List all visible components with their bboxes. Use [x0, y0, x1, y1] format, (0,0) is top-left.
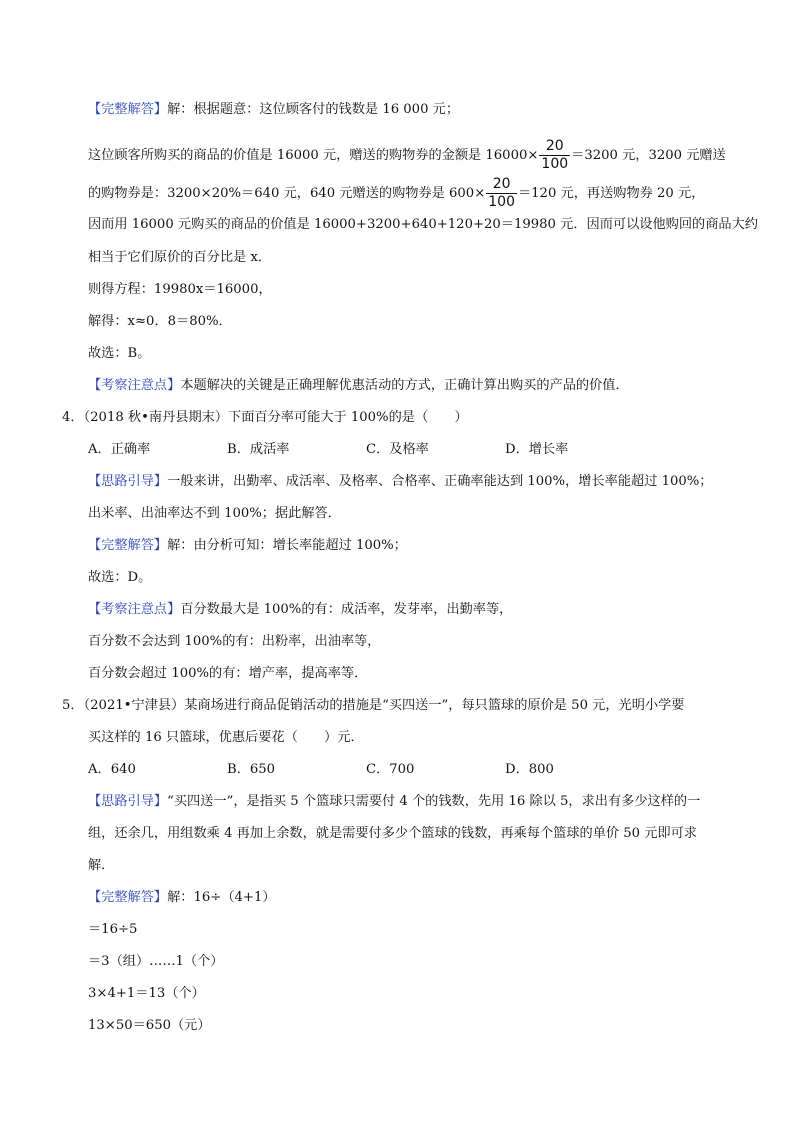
q5-hint-line-2: 组，还余几，用组数乘 4 再加上余数，就是需要付多少个篮球的钱数，再乘每个篮球的单价 50 元即可求 [88, 826, 697, 841]
note-tag: 【考察注意点】 [88, 602, 181, 617]
prev-solution-line-3 [88, 176, 704, 211]
solution-tag: 【完整解答】 [88, 538, 168, 553]
prev-solution-line-1 [88, 101, 459, 119]
q5-step-3: 3×4+1＝13（个） [88, 986, 205, 1001]
q5-step-4: 13×50＝650（元） [88, 1018, 211, 1033]
solution-tag: 【完整解答】 [88, 890, 168, 905]
q5-hint-line-3: 解． [88, 858, 115, 873]
q4-stem: 4．（2018 秋•南丹县期末）下面百分率可能大于 100%的是（ ） [62, 410, 468, 425]
hint-text: 一般来讲，出勤率、成活率、及格率、合格率、正确率能达到 100%，增长率能超过 100%； [167, 474, 713, 489]
note-tag: 【考察注意点】 [88, 378, 181, 393]
prev-solution-line-6: 则得方程：19980x＝16000， [88, 282, 272, 297]
fraction [486, 176, 517, 211]
q5-solution [88, 889, 276, 907]
q5-hint-line-1 [88, 793, 700, 811]
prev-solution-line-2 [88, 138, 726, 173]
q4-note-line-3: 百分数会超过 100%的有：增产率，提高率等． [88, 666, 368, 681]
q5-stem-line-2: 买这样的 16 只篮球，优惠后要花（ ）元． [88, 730, 364, 745]
note-text: 百分数最大是 100%的有：成活率，发芽率，出勤率等， [180, 602, 513, 617]
q4-solution [88, 537, 407, 555]
prev-solution-note [88, 377, 629, 395]
q5-option-a: A．640 [88, 762, 136, 777]
prev-solution-line-5: 相当于它们原价的百分比是 x． [88, 250, 272, 265]
solution-text: 解：由分析可知：增长率能超过 100%； [167, 538, 407, 553]
solution-text: ＝3200 元，3200 元赠送 [571, 148, 726, 163]
q5-option-d: D．800 [505, 762, 554, 777]
q5-step-2: ＝3（组）……1（个） [88, 954, 224, 969]
q4-note-line-2: 百分数不会达到 100%的有：出粉率，出油率等， [88, 634, 381, 649]
q5-option-b: B．650 [227, 762, 276, 777]
hint-tag: 【思路引导】 [88, 474, 168, 489]
q5-options [88, 761, 554, 779]
fraction-numerator: 20 [486, 176, 517, 194]
q4-option-b: B．成活率 [227, 442, 290, 457]
q4-option-a: A．正确率 [88, 442, 151, 457]
solution-text: ＝120 元，再送购物券 20 元， [517, 186, 705, 201]
solution-text: 这位顾客所购买的商品的价值是 16000 元，赠送的购物券的金额是 16000× [88, 148, 539, 163]
q4-hint-line-2: 出米率、出油率达不到 100%；据此解答． [88, 506, 341, 521]
q4-option-c: C．及格率 [366, 442, 429, 457]
q5-step-1: ＝16÷5 [88, 922, 138, 937]
solution-tag: 【完整解答】 [88, 102, 168, 117]
note-text: 本题解决的关键是正确理解优惠活动的方式，正确计算出购买的产品的价值． [180, 378, 629, 393]
q4-options [88, 441, 568, 459]
q5-stem-line-1: 5．（2021•宁津县）某商场进行商品促销活动的措施是“买四送一”，每只篮球的原价是 50 元，光明小学要 [62, 698, 685, 713]
hint-text: “买四送一”，是指买 5 个篮球只需要付 4 个的钱数，先用 16 除以 5，求出有多少这样的一 [167, 794, 701, 809]
q4-option-d: D．增长率 [505, 442, 569, 457]
prev-solution-line-7: 解得：x≈0．8＝80%． [88, 314, 232, 329]
prev-solution-line-4: 因而用 16000 元购买的商品的价值是 16000+3200+640+120+20＝19980 元．因而可以设他购回的商品大约 [88, 217, 758, 232]
solution-text: 解：16÷（4+1） [167, 890, 276, 905]
q5-option-c: C．700 [366, 762, 415, 777]
fraction-denominator: 100 [488, 194, 515, 210]
fraction-denominator: 100 [541, 156, 569, 172]
fraction-numerator: 20 [539, 138, 570, 156]
hint-tag: 【思路引导】 [88, 794, 168, 809]
solution-text: 的购物券是：3200×20%＝640 元，640 元赠送的购物券是 600× [88, 186, 486, 201]
q4-answer: 故选：D。 [88, 570, 152, 585]
q4-hint-line-1 [88, 473, 712, 491]
q4-note-line-1 [88, 601, 512, 619]
solution-text: 解：根据题意：这位顾客付的钱数是 16 000 元； [167, 102, 460, 117]
prev-solution-answer: 故选：B。 [88, 346, 151, 361]
fraction [539, 138, 570, 173]
